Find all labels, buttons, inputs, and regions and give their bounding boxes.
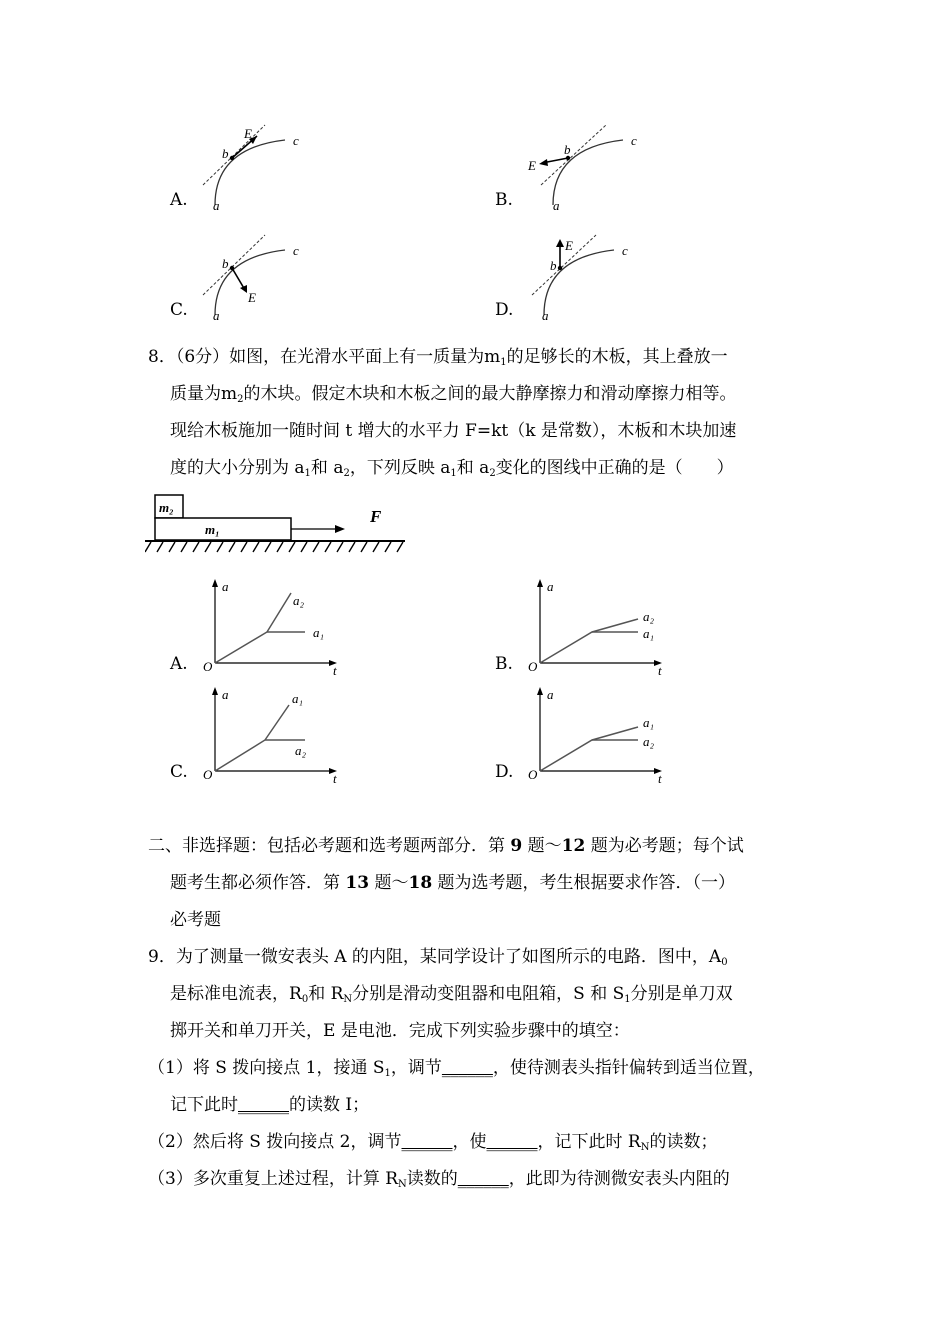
point-a-label: a (213, 198, 220, 213)
axis-a-label: a (222, 687, 229, 702)
upper-curve (540, 619, 638, 663)
q7-option-c-label: C. (170, 300, 188, 320)
q8-option-a-label: A. (170, 654, 188, 674)
fill-blank-1[interactable]: ______ (441, 1058, 493, 1078)
q7-figure-c (195, 230, 325, 325)
q8-option-c-label: C. (170, 762, 188, 782)
origin-label: O (528, 659, 538, 674)
axis-t-label: t (333, 663, 337, 675)
q8-setup-figure (145, 490, 410, 565)
axis-a-label: a (547, 687, 554, 702)
origin-label: O (528, 767, 538, 782)
point-b-label: b (550, 258, 557, 273)
lower-curve-label: a₁ (643, 626, 655, 641)
upper-curve (215, 593, 291, 663)
axis-t-label: t (333, 771, 337, 783)
point-b-label: b (564, 142, 571, 157)
q9-line-2: 是标准电流表，$R_0$和 $R_N$分别是滑动变阻器和电阻箱，S 和 $S_1$分别是单刀双 (170, 984, 733, 1005)
force-label: F (370, 507, 382, 526)
q7-option-d-label: D. (495, 300, 514, 320)
point-c-label: c (293, 133, 299, 148)
board-m1 (155, 518, 291, 540)
axis-t-label: t (658, 771, 662, 783)
lower-curve-label: a₂ (643, 734, 655, 749)
q7-option-a-label: A. (170, 190, 188, 210)
q8-graph-c (195, 683, 345, 783)
q7-figure-a (195, 120, 325, 215)
field-e-label: E (244, 126, 252, 141)
point-a-label: a (553, 198, 560, 213)
point-c-label: c (622, 243, 628, 258)
q8-graph-b (520, 575, 670, 675)
field-e-label: E (528, 158, 536, 173)
q9-step-1: （1）将 S 拨向接点 1，接通 $S_1$，调节______，使待测表头指针偏转到适当位置， (148, 1051, 828, 1085)
q7-figure-b (520, 120, 650, 215)
upper-curve-label: a₂ (643, 609, 655, 624)
q9-line-1: 9．为了测量一微安表头 A 的内阻，某同学设计了如图所示的电路．图中，$A_0$ (148, 947, 728, 968)
q8-option-d-label: D. (495, 762, 514, 782)
axis-a-label: a (222, 579, 229, 594)
upper-curve-label: a₁ (292, 691, 304, 706)
fill-blank-5[interactable]: ______ (457, 1169, 509, 1189)
point-a-label: a (213, 308, 220, 323)
section2-line-2: 题考生都必须作答．第 13 题～18 题为选考题，考生根据要求作答．（一） (170, 873, 736, 893)
q8-line-2: 质量为$m_2$的木块。假定木块和木板之间的最大静摩擦力和滑动摩擦力相等。 (170, 384, 737, 405)
point-c-label: c (631, 133, 637, 148)
origin-label: O (203, 767, 213, 782)
point-b-label: b (222, 256, 229, 271)
q9-step-3: （3）多次重复上述过程，计算 $R_N$读数的______，此即为待测微安表头内阻的 (148, 1162, 828, 1196)
q9-step-1-cont: 记下此时______的读数 I； (170, 1088, 850, 1122)
fill-blank-2[interactable]: ______ (238, 1095, 289, 1115)
upper-curve-label: a₁ (643, 715, 655, 730)
q8-graph-d (520, 683, 670, 783)
section2-line-1: 二、非选择题：包括必考题和选考题两部分．第 9 题～12 题为必考题；每个试 (148, 836, 744, 856)
q7-figure-d (520, 230, 650, 325)
q9-step-2: （2）然后将 S 拨向接点 2，调节______，使______，记下此时 $R_N$的读数； (148, 1125, 828, 1159)
upper-curve (215, 705, 289, 771)
q8-line-3: 现给木板施加一随时间 t 增大的水平力 F=kt（k 是常数），木板和木块加速 (170, 421, 737, 441)
q8-option-b-label: B. (495, 654, 513, 674)
section2-line-3: 必考题 (170, 910, 221, 930)
q8-line-1: 8．（6分）如图，在光滑水平面上有一质量为$m_1$的足够长的木板，其上叠放一 (148, 347, 728, 368)
upper-curve (540, 727, 638, 771)
origin-label: O (203, 659, 213, 674)
fill-blank-4[interactable]: ______ (486, 1132, 538, 1152)
fill-blank-3[interactable]: ______ (401, 1132, 453, 1152)
q8-line-4: 度的大小分别为 $a_1$和 $a_2$，下列反映 $a_1$和 $a_2$变化的图线中正确的是（ ） (170, 458, 734, 479)
point-c-label: c (293, 243, 299, 258)
field-e-label: E (565, 238, 573, 253)
point-b-label: b (222, 146, 229, 161)
point-a-label: a (542, 308, 549, 323)
axis-t-label: t (658, 663, 662, 675)
q7-option-b-label: B. (495, 190, 513, 210)
m1-label: m₁ (205, 522, 220, 537)
m2-label: m₂ (159, 500, 174, 515)
axis-a-label: a (547, 579, 554, 594)
q8-graph-a (195, 575, 345, 675)
lower-curve-label: a₁ (313, 625, 325, 640)
lower-curve-label: a₂ (295, 743, 307, 758)
q9-line-3: 掷开关和单刀开关，E 是电池．完成下列实验步骤中的填空： (170, 1021, 630, 1041)
upper-curve-label: a₂ (293, 593, 305, 608)
field-e-label: E (248, 290, 256, 305)
